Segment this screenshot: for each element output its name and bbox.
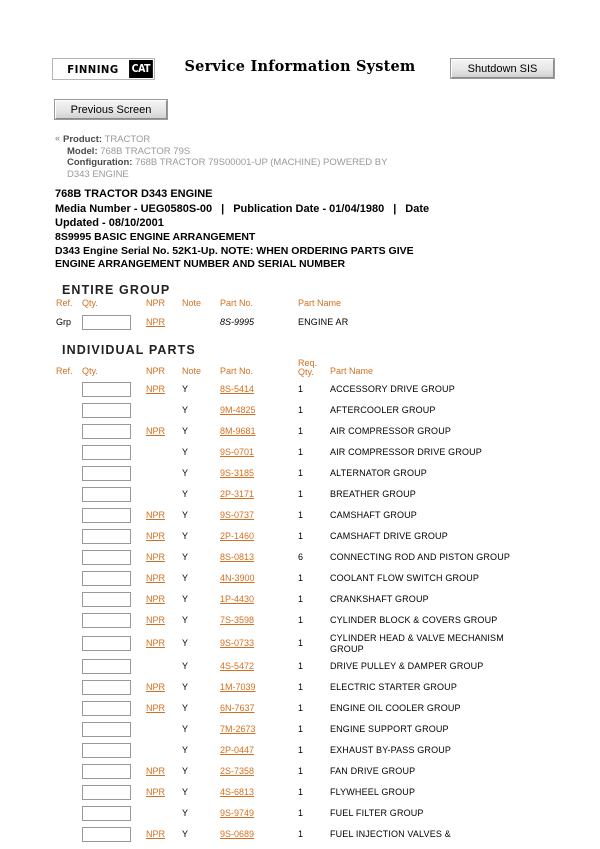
qty-input[interactable] <box>82 466 131 481</box>
breadcrumb-product-row <box>55 133 475 146</box>
row-part-name: CYLINDER HEAD & VALVE MECHANISM GROUP <box>330 633 504 654</box>
row-part-no: 8S-9995 <box>220 316 255 327</box>
table-row <box>56 698 536 719</box>
npr-link[interactable]: NPR <box>146 787 166 798</box>
qty-input[interactable] <box>82 445 131 460</box>
npr-link[interactable]: NPR <box>146 552 166 563</box>
col-header-npr: NPR <box>146 365 166 376</box>
table-row <box>56 761 536 782</box>
row-part-name: CRANKSHAFT GROUP <box>330 594 429 605</box>
npr-link[interactable]: NPR <box>146 316 166 327</box>
arrangement-note-line-1: D343 Engine Serial No. 52K1-Up. NOTE: WHEN ORDERING PARTS GIVE <box>55 244 414 257</box>
row-note: Y <box>182 468 189 479</box>
row-req-qty: 1 <box>298 594 304 605</box>
row-part-name: ALTERNATOR GROUP <box>330 468 427 479</box>
table-row <box>56 677 536 698</box>
qty-input[interactable] <box>82 382 131 397</box>
row-note: Y <box>182 745 189 756</box>
previous-screen-button[interactable]: Previous Screen <box>55 100 167 119</box>
req-qty-line-2: Qty. <box>298 366 314 377</box>
npr-link[interactable]: NPR <box>146 426 166 437</box>
row-req-qty: 1 <box>298 510 304 521</box>
row-part-name: CAMSHAFT GROUP <box>330 510 417 521</box>
row-part-no[interactable]: 2S-7358 <box>220 766 255 777</box>
row-part-name: FLYWHEEL GROUP <box>330 787 416 798</box>
qty-input[interactable] <box>82 424 131 439</box>
row-req-qty: 1 <box>298 426 304 437</box>
row-note: Y <box>182 510 189 521</box>
qty-input[interactable] <box>82 550 131 565</box>
arrangement-block <box>55 231 485 272</box>
row-note: Y <box>182 552 189 563</box>
qty-input[interactable] <box>82 613 131 628</box>
table-row <box>56 568 536 589</box>
row-part-name: FAN DRIVE GROUP <box>330 766 416 777</box>
model-label: Model: <box>67 145 98 157</box>
row-note: Y <box>182 766 189 777</box>
shutdown-sis-button[interactable]: Shutdown SIS <box>451 59 554 78</box>
row-part-name: BREATHER GROUP <box>330 489 416 500</box>
cat-logo-badge: CAT <box>129 60 153 78</box>
row-part-no[interactable]: 4S-5472 <box>220 661 255 672</box>
qty-input[interactable] <box>82 403 131 418</box>
row-note: Y <box>182 703 189 714</box>
configuration-value: 768B TRACTOR 79S00001-UP (MACHINE) POWERED BY <box>135 157 388 168</box>
row-part-name: CYLINDER BLOCK & COVERS GROUP <box>330 615 498 626</box>
qty-input[interactable] <box>82 722 131 737</box>
npr-link[interactable]: NPR <box>146 531 166 542</box>
row-part-name: FUEL FILTER GROUP <box>330 808 424 819</box>
row-part-no[interactable]: 2P-1460 <box>220 531 255 542</box>
row-req-qty: 1 <box>298 703 304 714</box>
row-note: Y <box>182 573 189 584</box>
col-header-part-name: Part Name <box>298 298 342 308</box>
table-row <box>56 824 536 845</box>
row-part-no[interactable]: 9S-0701 <box>220 447 255 458</box>
row-req-qty: 1 <box>298 384 304 395</box>
row-part-name: AFTERCOOLER GROUP <box>330 405 436 416</box>
qty-input[interactable] <box>82 659 131 674</box>
col-header-qty: Qty. <box>82 298 98 308</box>
table-row <box>56 484 536 505</box>
row-req-qty: 1 <box>298 787 304 798</box>
table-row <box>56 740 536 761</box>
product-label: Product: <box>63 134 103 145</box>
row-req-qty: 1 <box>298 531 304 542</box>
npr-link[interactable]: NPR <box>146 682 166 693</box>
media-number: Media Number - UEG0580S-00 <box>55 202 213 215</box>
row-req-qty: 1 <box>298 468 304 479</box>
col-header-req-qty <box>298 359 330 379</box>
model-value: 768B TRACTOR 79S <box>100 145 191 157</box>
table-row <box>56 312 536 333</box>
row-note: Y <box>182 531 189 542</box>
row-part-name: FUEL INJECTION VALVES & <box>330 829 451 840</box>
row-part-no[interactable]: 2P-3171 <box>220 489 255 500</box>
document-title: 768B TRACTOR D343 ENGINE <box>55 188 213 200</box>
individual-parts-header-row <box>56 359 536 379</box>
col-header-part-name: Part Name <box>330 365 374 376</box>
npr-link[interactable]: NPR <box>146 829 166 840</box>
row-part-no[interactable]: 7M-2673 <box>220 724 256 735</box>
row-req-qty: 1 <box>298 682 304 693</box>
row-part-name: ENGINE AR <box>298 316 349 327</box>
configuration-label: Configuration: <box>67 157 133 168</box>
finning-wordmark: FINNING <box>67 62 119 76</box>
row-note: Y <box>182 808 189 819</box>
table-row <box>56 442 536 463</box>
page-header <box>0 56 600 86</box>
row-part-no[interactable]: 9S-0689 <box>220 829 255 840</box>
qty-input[interactable] <box>82 785 131 800</box>
row-req-qty: 6 <box>298 552 304 563</box>
row-note: Y <box>182 638 189 649</box>
row-part-name: COOLANT FLOW SWITCH GROUP <box>330 573 480 584</box>
table-row <box>56 656 536 677</box>
row-part-no[interactable]: 9S-3185 <box>220 468 255 479</box>
row-req-qty: 1 <box>298 638 304 649</box>
row-part-name: CONNECTING ROD AND PISTON GROUP <box>330 552 511 563</box>
meta-separator-1: | <box>221 202 225 215</box>
chevron-left-icon: « <box>55 133 61 143</box>
row-note: Y <box>182 682 189 693</box>
row-req-qty: 1 <box>298 615 304 626</box>
row-req-qty: 1 <box>298 808 304 819</box>
row-note: Y <box>182 447 189 458</box>
row-part-name: CAMSHAFT DRIVE GROUP <box>330 531 448 542</box>
row-part-no[interactable]: 4N-3900 <box>220 573 255 584</box>
qty-input[interactable] <box>82 508 131 523</box>
row-part-name: ENGINE OIL COOLER GROUP <box>330 703 461 714</box>
row-note: Y <box>182 594 189 605</box>
row-part-no[interactable]: 1P-4430 <box>220 594 255 605</box>
row-part-no[interactable]: 2P-0447 <box>220 745 255 756</box>
entire-group-heading: ENTIRE GROUP <box>62 283 171 297</box>
row-part-no[interactable]: 9M-4825 <box>220 405 256 416</box>
row-note: Y <box>182 787 189 798</box>
col-header-npr: NPR <box>146 298 166 308</box>
row-part-name: ENGINE SUPPORT GROUP <box>330 724 449 735</box>
row-part-no[interactable]: 9S-9749 <box>220 808 255 819</box>
row-req-qty: 1 <box>298 447 304 458</box>
table-row <box>56 379 536 400</box>
npr-link[interactable]: NPR <box>146 638 166 649</box>
npr-link[interactable]: NPR <box>146 703 166 714</box>
table-row <box>56 505 536 526</box>
qty-input[interactable] <box>82 487 131 502</box>
npr-link[interactable]: NPR <box>146 573 166 584</box>
document-meta-line <box>55 202 475 231</box>
row-req-qty: 1 <box>298 724 304 735</box>
table-row <box>56 400 536 421</box>
row-req-qty: 1 <box>298 489 304 500</box>
qty-input[interactable] <box>82 701 131 716</box>
row-part-no[interactable]: 6N-7637 <box>220 703 255 714</box>
row-note: Y <box>182 405 189 416</box>
product-value: TRACTOR <box>104 134 151 145</box>
row-req-qty: 1 <box>298 405 304 416</box>
col-header-ref: Ref. <box>56 298 73 308</box>
col-header-note: Note <box>182 298 202 308</box>
npr-link[interactable]: NPR <box>146 594 166 605</box>
npr-link[interactable]: NPR <box>146 510 166 521</box>
qty-input[interactable] <box>82 827 131 842</box>
row-part-no[interactable]: 8S-0813 <box>220 552 255 563</box>
qty-input[interactable] <box>82 636 131 651</box>
row-note: Y <box>182 829 189 840</box>
qty-input[interactable] <box>82 571 131 586</box>
row-part-name: ACCESSORY DRIVE GROUP <box>330 384 455 395</box>
row-req-qty: 1 <box>298 829 304 840</box>
row-part-no[interactable]: 8M-9681 <box>220 426 256 437</box>
row-part-no[interactable]: 9S-0733 <box>220 638 255 649</box>
breadcrumb <box>55 133 475 180</box>
qty-input[interactable] <box>82 315 131 330</box>
row-part-name: AIR COMPRESSOR GROUP <box>330 426 452 437</box>
breadcrumb-configuration-row-2: D343 ENGINE <box>67 168 129 180</box>
npr-link[interactable]: NPR <box>146 766 166 777</box>
row-req-qty: 1 <box>298 766 304 777</box>
row-req-qty: 1 <box>298 745 304 756</box>
row-part-name: DRIVE PULLEY & DAMPER GROUP <box>330 661 484 672</box>
arrangement-title: 8S9995 BASIC ENGINE ARRANGEMENT <box>55 231 256 243</box>
row-part-name: EXHAUST BY-PASS GROUP <box>330 745 452 756</box>
table-row <box>56 782 536 803</box>
meta-separator-2: | <box>393 202 397 215</box>
entire-group-table <box>56 299 536 333</box>
document-title-block <box>55 187 475 231</box>
row-part-no[interactable]: 1M-7039 <box>220 682 256 693</box>
breadcrumb-model-row <box>55 146 475 158</box>
qty-input[interactable] <box>82 680 131 695</box>
date-updated: Date Updated - 08/10/2001 <box>55 202 430 229</box>
npr-link[interactable]: NPR <box>146 384 166 395</box>
row-part-name: ELECTRIC STARTER GROUP <box>330 682 457 693</box>
entire-group-header-row <box>56 299 536 312</box>
table-row <box>56 610 536 631</box>
table-row <box>56 589 536 610</box>
qty-input[interactable] <box>82 806 131 821</box>
row-part-no[interactable]: 4S-6813 <box>220 787 255 798</box>
table-row <box>56 547 536 568</box>
qty-input[interactable] <box>82 743 131 758</box>
row-note: Y <box>182 489 189 500</box>
qty-input[interactable] <box>82 592 131 607</box>
table-row <box>56 421 536 442</box>
row-note: Y <box>182 384 189 395</box>
col-header-part-no: Part No. <box>220 298 254 308</box>
row-ref: Grp <box>56 316 72 327</box>
col-header-qty: Qty. <box>82 365 98 376</box>
row-part-name: AIR COMPRESSOR DRIVE GROUP <box>330 447 482 458</box>
row-note: Y <box>182 724 189 735</box>
row-part-no[interactable]: 8S-5414 <box>220 384 255 395</box>
table-row <box>56 719 536 740</box>
page-title: Service Information System <box>184 58 416 75</box>
col-header-note: Note <box>182 365 202 376</box>
table-row <box>56 631 536 656</box>
row-req-qty: 1 <box>298 573 304 584</box>
breadcrumb-configuration-row <box>55 157 475 169</box>
col-header-ref: Ref. <box>56 365 73 376</box>
row-note: Y <box>182 615 189 626</box>
arrangement-note-line-2: ENGINE ARRANGEMENT NUMBER AND SERIAL NUMBER <box>55 258 346 270</box>
table-row <box>56 803 536 824</box>
npr-link[interactable]: NPR <box>146 615 166 626</box>
row-note: Y <box>182 426 189 437</box>
individual-parts-heading: INDIVIDUAL PARTS <box>62 343 196 357</box>
row-req-qty: 1 <box>298 661 304 672</box>
table-row <box>56 463 536 484</box>
individual-parts-table <box>56 359 536 845</box>
req-qty-line-1: Req. <box>298 358 318 368</box>
row-part-no[interactable]: 7S-3598 <box>220 615 255 626</box>
qty-input[interactable] <box>82 529 131 544</box>
qty-input[interactable] <box>82 764 131 779</box>
col-header-part-no: Part No. <box>220 365 254 376</box>
publication-date: Publication Date - 01/04/1980 <box>233 202 385 215</box>
row-note: Y <box>182 661 189 672</box>
table-row <box>56 526 536 547</box>
row-part-no[interactable]: 9S-0737 <box>220 510 255 521</box>
